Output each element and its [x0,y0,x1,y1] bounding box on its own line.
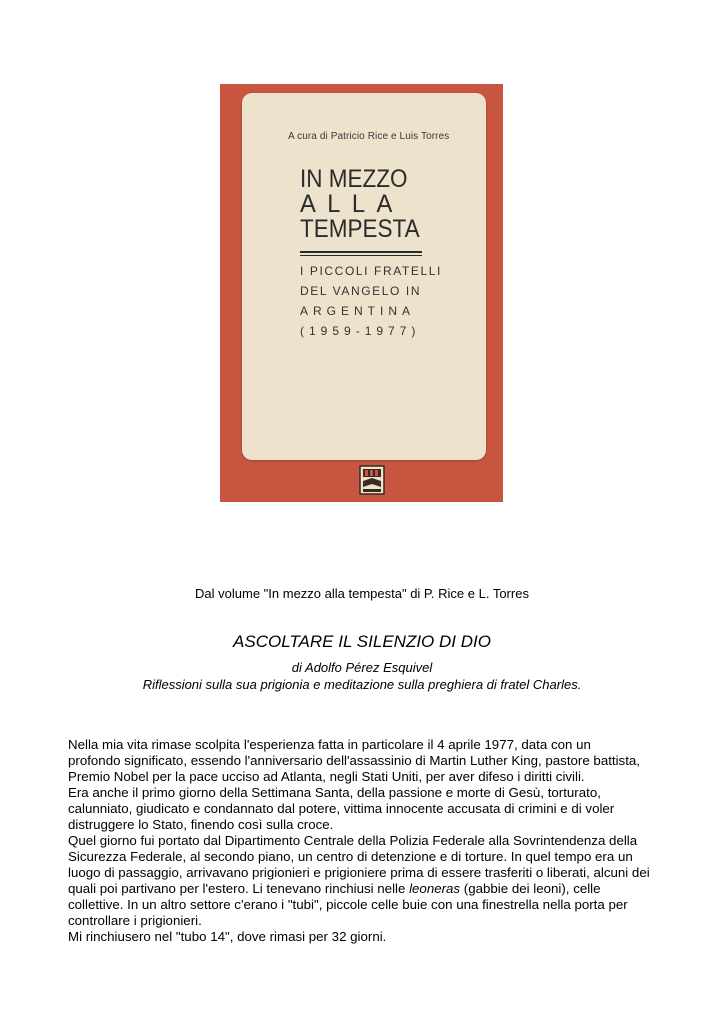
body-line: Era anche il primo giorno della Settimana Santa, della passione e morte di Gesù, torturato, [68,785,601,800]
image-caption: Dal volume "In mezzo alla tempesta" di P. Rice e L. Torres [195,586,529,601]
body-line: Nella mia vita rimase scolpita l'esperienza fatta in particolare il 4 aprile 1977, data con un [68,737,591,752]
article-subtitle: Riflessioni sulla sua prigionia e meditazione sulla preghiera di fratel Charles. [142,677,582,692]
cover-title-line-1: IN MEZZO [300,165,408,193]
body-line: luogo di passaggio, arrivavano prigionieri e prigioniere prima di essere trasferiti o liberati, alcuni dei [68,865,650,880]
italic-term-leoneras: leoneras [409,881,461,896]
cover-subtitle-line-1: I PICCOLI FRATELLI [300,264,442,278]
book-cover-image [220,84,503,502]
cover-subtitle-line-2: DEL VANGELO IN [300,284,422,298]
body-line: profondo significato, essendo l'anniversario dell'assassinio di Martin Luther King, pastore battista, [68,753,640,768]
article-body [68,737,668,945]
cover-subtitle [300,261,442,341]
article-author: di Adolfo Pérez Esquivel [291,660,433,675]
body-line-with-italic [68,881,668,897]
body-line-part: (gabbie dei leoni), celle [460,881,601,896]
body-line: controllare i prigionieri. [68,913,202,928]
body-line: calunniato, giudicato e condannato dal potere, vittima innocente accusata di crimini e di voler [68,801,615,816]
cover-title-line-2: ALLA [300,190,404,218]
body-line: Sicurezza Federale, al secondo piano, un centro di detenzione e di torture. In quel tempo era un [68,849,633,864]
body-line: Quel giorno fui portato dal Dipartimento Centrale della Polizia Federale alla Sovrintendenza della [68,833,638,848]
book-cover-paper [242,93,486,460]
body-line: Mi rinchiusero nel "tubo 14", dove rimasi per 32 giorni. [68,929,387,944]
body-line: distruggere lo Stato, finendo così sulla croce. [68,817,334,832]
article-title: ASCOLTARE IL SILENZIO DI DIO [233,632,491,651]
body-line: Premio Nobel per la pace ucciso ad Atlanta, negli Stati Uniti, per aver difeso i diritti civili. [68,769,585,784]
cover-subtitle-line-4: (1959-1977) [300,324,421,338]
cover-title-rule [300,251,422,256]
cover-editors: A cura di Patricio Rice e Luis Torres [288,131,450,142]
body-line: collettive. In un altro settore c'erano i "tubi", piccole celle buie con una finestrella nella porta per [68,897,628,912]
cover-title-line-3: TEMPESTA [300,215,420,243]
cover-subtitle-line-3: ARGENTINA [300,304,416,318]
cover-title [300,167,480,242]
body-line-part: quali poi partivano per l'estero. Li tenevano rinchiusi nelle [68,881,410,896]
publisher-logo-icon [359,465,385,495]
